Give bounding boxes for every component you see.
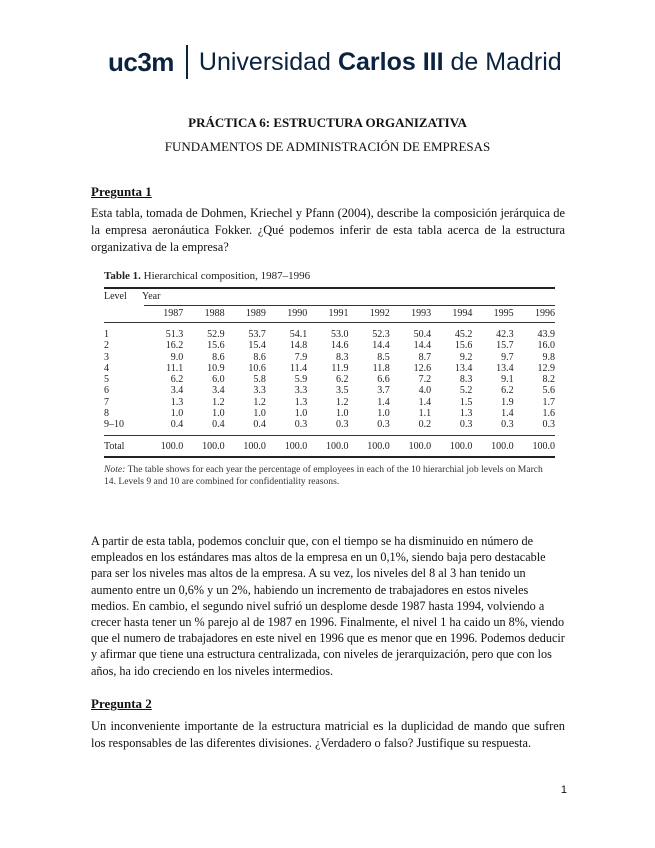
hierarchy-table-total	[104, 441, 555, 452]
value-cell: 14.8	[289, 340, 308, 352]
value-cell: 50.4	[413, 329, 432, 340]
year-cell: 1988	[204, 308, 225, 319]
total-row	[104, 441, 555, 452]
value-cell: 14.4	[413, 340, 432, 352]
value-cell: 52.9	[207, 329, 225, 340]
value-cell: 54.1	[289, 329, 308, 340]
value-cell: 9.0	[170, 351, 184, 363]
value-cell: 1.3	[459, 408, 473, 420]
value-cell: 3.4	[212, 385, 225, 397]
value-cell: 0.4	[253, 419, 266, 431]
table-row	[104, 397, 555, 408]
value-cell: 3.3	[253, 385, 266, 397]
value-cell: 1.7	[542, 396, 555, 408]
page-number: 1	[560, 784, 567, 796]
total-value-cell: 100.0	[367, 440, 390, 452]
total-value-cell: 100.0	[160, 440, 184, 452]
total-value-cell: 100.0	[491, 440, 514, 452]
year-cell: 1994	[452, 308, 473, 319]
value-cell: 1.3	[170, 396, 184, 408]
table-row	[104, 374, 555, 385]
value-cell: 1.0	[294, 408, 308, 420]
total-value-cell: 100.0	[325, 440, 349, 452]
value-cell: 7.2	[418, 374, 432, 386]
level-cell: 8	[104, 408, 109, 420]
total-value-cell: 100.0	[532, 440, 555, 452]
total-value-cell: 100.0	[284, 440, 308, 452]
value-cell: 5.6	[542, 385, 555, 397]
value-cell: 16.0	[537, 340, 555, 352]
value-cell: 1.5	[459, 396, 473, 408]
value-cell: 6.2	[335, 374, 349, 386]
value-cell: 8.6	[253, 351, 266, 363]
value-cell: 6.2	[501, 385, 514, 397]
table-header-row	[104, 289, 555, 305]
value-cell: 1.2	[253, 396, 266, 408]
value-cell: 8.7	[418, 351, 432, 363]
value-cell: 1.4	[501, 408, 514, 420]
value-cell: 8.3	[335, 351, 349, 363]
value-cell: 5.8	[253, 374, 266, 386]
value-cell: 8.2	[542, 374, 555, 386]
value-cell: 11.1	[166, 362, 184, 374]
value-cell: 1.2	[335, 396, 349, 408]
value-cell: 12.9	[537, 362, 555, 374]
level-cell: 7	[104, 396, 109, 408]
year-row	[104, 306, 555, 322]
value-cell: 0.3	[377, 419, 390, 431]
logo-text-universidad: Universidad	[198, 47, 331, 76]
year-cell: 1991	[328, 308, 349, 319]
value-cell: 52.3	[372, 329, 390, 340]
value-cell: 1.0	[212, 408, 225, 420]
level-cell: 9–10	[104, 419, 124, 431]
value-cell: 11.4	[290, 362, 308, 374]
value-cell: 6.6	[377, 374, 390, 386]
value-cell: 6.0	[212, 374, 225, 386]
value-cell: 9.2	[459, 351, 473, 363]
level-cell: 5	[104, 374, 109, 386]
value-cell: 16.2	[165, 340, 184, 352]
value-cell: 0.3	[501, 419, 514, 431]
hierarchy-table-data	[104, 329, 555, 431]
hierarchy-table-body	[104, 306, 555, 322]
total-value-cell: 100.0	[408, 440, 432, 452]
value-cell: 1.1	[418, 408, 432, 420]
value-cell: 1.0	[335, 408, 349, 420]
year-cell: 1989	[245, 308, 266, 319]
value-cell: 14.4	[372, 340, 390, 352]
value-cell: 1.0	[377, 408, 390, 420]
value-cell: 11.8	[372, 362, 390, 374]
value-cell: 1.0	[253, 408, 266, 420]
header-level: Level	[104, 291, 127, 302]
value-cell: 5.9	[294, 374, 308, 386]
level-cell: 1	[104, 329, 109, 340]
value-cell: 5.2	[459, 385, 473, 397]
year-cell: 1987	[163, 308, 184, 319]
value-cell: 0.4	[212, 419, 225, 431]
total-label-cell: Total	[104, 440, 125, 452]
value-cell: 15.6	[454, 340, 473, 352]
header-year: Year	[142, 291, 161, 302]
level-cell: 3	[104, 351, 109, 363]
value-cell: 0.4	[170, 419, 184, 431]
value-cell: 9.7	[501, 351, 514, 363]
total-value-cell: 100.0	[202, 440, 225, 452]
value-cell: 14.6	[330, 340, 349, 352]
value-cell: 0.2	[418, 419, 432, 431]
value-cell: 53.0	[330, 329, 349, 340]
level-cell: 6	[104, 385, 109, 397]
total-value-cell: 100.0	[243, 440, 266, 452]
value-cell: 9.8	[542, 351, 555, 363]
year-cell: 1992	[369, 308, 390, 319]
year-cell: 1996	[535, 308, 555, 319]
value-cell: 43.9	[537, 329, 555, 340]
question-2-heading: Pregunta 2	[91, 696, 152, 711]
value-cell: 3.3	[294, 385, 308, 397]
value-cell: 1.0	[170, 408, 184, 420]
level-cell: 4	[104, 362, 109, 374]
table-note	[104, 464, 555, 489]
document-title: PRÁCTICA 6: ESTRUCTURA ORGANIZATIVA	[188, 115, 467, 130]
table-bottom-rule	[104, 456, 555, 458]
value-cell: 3.4	[170, 385, 184, 397]
table-row	[104, 363, 555, 374]
value-cell: 15.4	[248, 340, 266, 352]
table-note-label: Note:	[104, 463, 126, 475]
value-cell: 13.4	[496, 362, 514, 374]
header-bottom-rule	[104, 322, 555, 323]
value-cell: 10.9	[207, 362, 225, 374]
document-subtitle: FUNDAMENTOS DE ADMINISTRACIÓN DE EMPRESAS	[164, 139, 491, 154]
value-cell: 3.5	[335, 385, 349, 397]
year-row-spacer	[104, 306, 142, 322]
table-caption-text: Hierarchical composition, 1987–1996	[143, 270, 311, 282]
value-cell: 15.6	[207, 340, 225, 352]
value-cell: 12.6	[413, 362, 432, 374]
value-cell: 6.2	[170, 374, 184, 386]
value-cell: 0.3	[335, 419, 349, 431]
value-cell: 1.4	[377, 396, 390, 408]
value-cell: 8.3	[459, 374, 473, 386]
logo-text-carlos: Carlos III	[337, 47, 444, 76]
table-label: Table 1.	[104, 270, 141, 282]
value-cell: 1.4	[418, 396, 432, 408]
total-value-cell: 100.0	[449, 440, 473, 452]
table-row	[104, 329, 555, 340]
value-cell: 13.4	[454, 362, 473, 374]
value-cell: 45.2	[454, 329, 473, 340]
table-note-text: The table shows for each year the percentage of employees in each of the 10 hierarchial job levels on March 14. Levels 9 and 10 are combined for confidentiality reasons.	[104, 463, 543, 488]
question-2-text: Un inconveniente importante de la estructura matricial es la duplicidad de mando que sufren los responsables de las diferentes divisiones. ¿Verdadero o falso? Justifique su respuesta.	[91, 719, 565, 751]
value-cell: 11.9	[331, 362, 349, 374]
value-cell: 8.5	[377, 351, 390, 363]
year-cell: 1995	[493, 308, 514, 319]
year-cell: 1990	[287, 308, 308, 319]
level-cell: 2	[104, 340, 109, 352]
table-row	[104, 408, 555, 419]
value-cell: 42.3	[496, 329, 514, 340]
value-cell: 10.6	[248, 362, 266, 374]
logo-text-madrid: de Madrid	[450, 47, 562, 76]
logo-divider	[186, 45, 188, 79]
table-row	[104, 385, 555, 396]
question-1-heading: Pregunta 1	[91, 184, 152, 199]
value-cell: 0.3	[294, 419, 308, 431]
value-cell: 9.1	[501, 374, 514, 386]
hierarchy-table	[104, 289, 555, 305]
value-cell: 1.9	[501, 396, 514, 408]
university-logo	[108, 44, 562, 80]
value-cell: 1.6	[542, 408, 555, 420]
question-1-answer: A partir de esta tabla, podemos concluir que, con el tiempo se ha disminuido en número de empleados en los estándares mas altos de la empresa en un 0,1%, siendo baja pero destacable para ser los niveles mas altos de la empresa. A su vez, los niveles del 8 al 3 han tenido un aumento entre un 0,6% y un 2%, habiendo un incremento de trabajadores en estos niveles medios. En cambio, el segundo nivel sufrió un desplome desde 1987 hasta 1994, volviendo a crecer hasta tener un % parejo al de 1987 en 1996. Finalmente, el nivel 1 ha caido un 8%, viendo que el numero de trabajadores en este nivel en 1996 que es menor que en 1996. Podemos deducir y afirmar que tiene una estructura centralizada, con niveles de jerarquización, pero que con los años, ha ido creciendo en los niveles intermedios.	[91, 534, 565, 678]
value-cell: 53.7	[248, 329, 266, 340]
table-row	[104, 352, 555, 363]
table-caption	[104, 270, 555, 282]
value-cell: 1.3	[294, 396, 308, 408]
value-cell: 15.7	[496, 340, 514, 352]
table-row	[104, 419, 555, 430]
value-cell: 0.3	[542, 419, 555, 431]
total-rule	[104, 435, 555, 436]
value-cell: 0.3	[459, 419, 473, 431]
year-cell: 1993	[411, 308, 432, 319]
hierarchy-table-figure	[104, 270, 555, 489]
value-cell: 7.9	[294, 351, 308, 363]
value-cell: 4.0	[418, 385, 432, 397]
value-cell: 3.7	[377, 385, 390, 397]
table-row	[104, 340, 555, 351]
value-cell: 1.2	[212, 396, 225, 408]
value-cell: 51.3	[165, 329, 184, 340]
question-1-text: Esta tabla, tomada de Dohmen, Kriechel y Pfann (2004), describe la composición jerárquica de la empresa aeronáutica Fokker. ¿Qué podemos inferir de esta tabla acerca de la estructura organizativa de la empresa?	[91, 206, 565, 255]
logo-uc3m: uc3m	[108, 46, 174, 77]
value-cell: 8.6	[212, 351, 225, 363]
